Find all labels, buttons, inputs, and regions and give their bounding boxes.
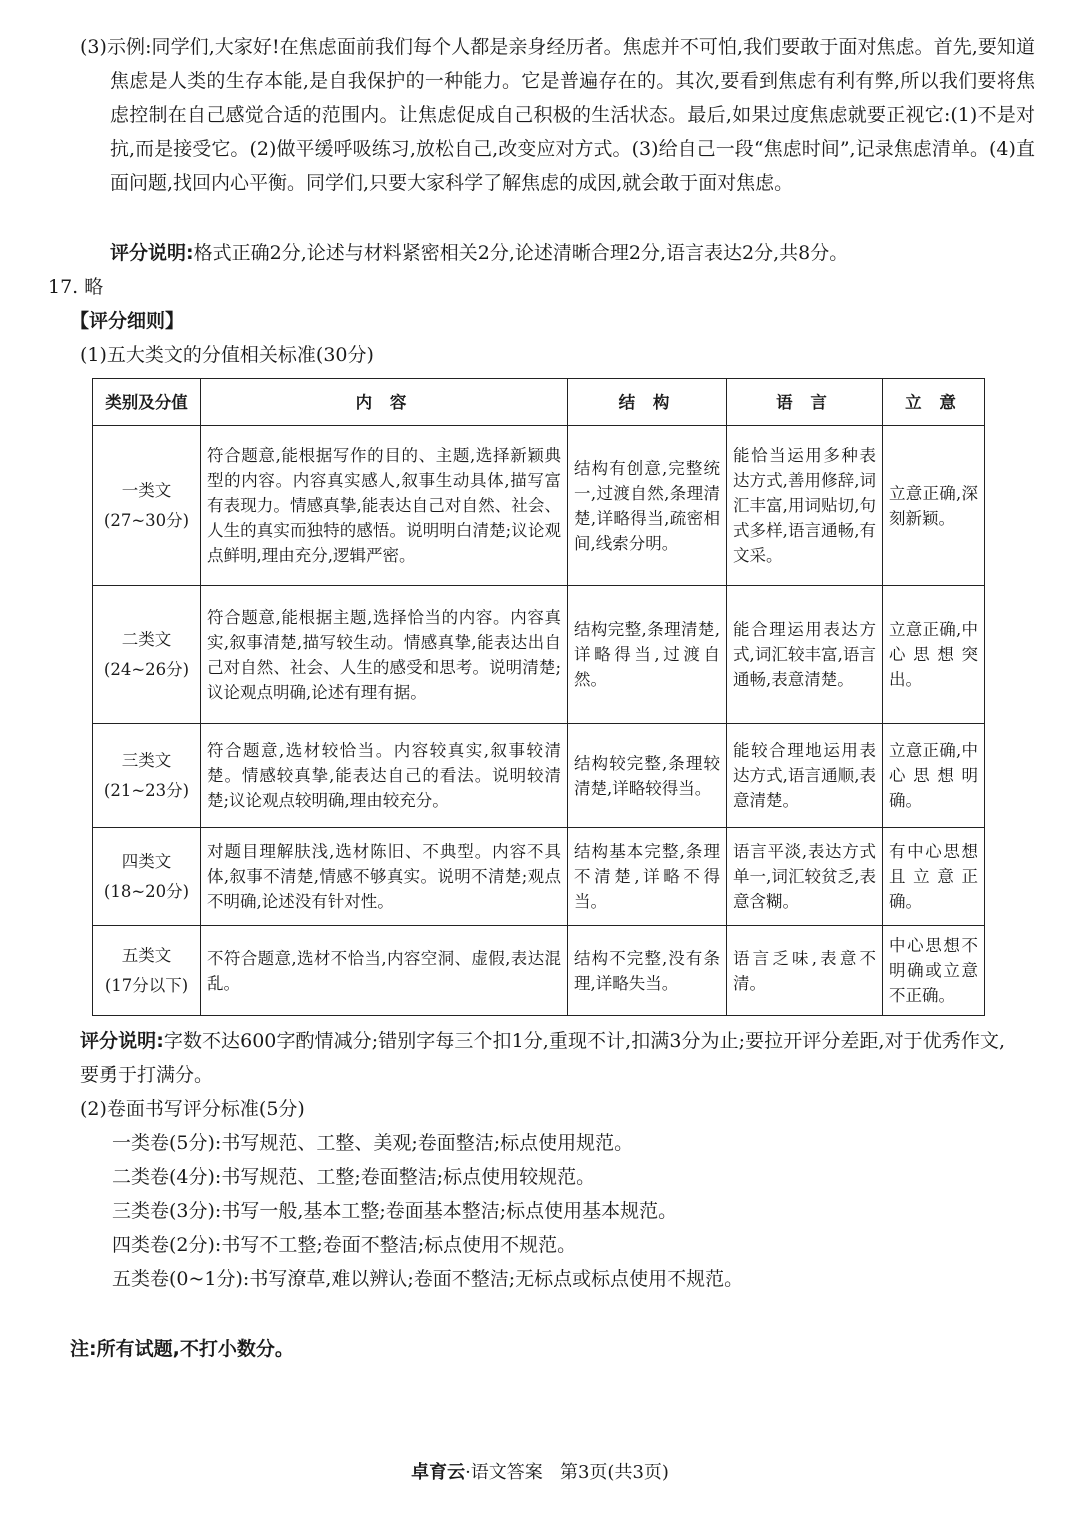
footer-brand: 卓育云 <box>411 1462 466 1483</box>
table-header-row <box>93 379 985 426</box>
scoring-text: 字数不达600字酌情减分;错别字每三个扣1分,重现不计,扣满3分为止;要拉开评分差距,对于优秀作文,要勇于打满分。 <box>80 1030 1005 1086</box>
scoring-label: 评分说明: <box>110 242 194 264</box>
language-cell: 语言乏味,表意不清。 <box>727 926 883 1016</box>
category-cell: 五类文 (17分以下) <box>93 926 201 1016</box>
page-footer <box>0 1458 1080 1484</box>
structure-cell: 结构基本完整,条理不清楚,详略不得当。 <box>568 828 727 926</box>
language-cell: 能恰当运用多种表达方式,善用修辞,词汇丰富,用词贴切,句式多样,语言通畅,有文采。 <box>727 426 883 586</box>
footer-page-info: ·语文答案 第3页(共3页) <box>465 1462 669 1483</box>
header-theme: 立 意 <box>883 379 985 426</box>
theme-cell: 立意正确,中心思想突出。 <box>883 586 985 724</box>
header-content: 内 容 <box>201 379 568 426</box>
structure-cell: 结构有创意,完整统一,过渡自然,条理清楚,详略得当,疏密相间,线索分明。 <box>568 426 727 586</box>
answer-16-3: (3)示例:同学们,大家好!在焦虑面前我们每个人都是亲身经历者。焦虑并不可怕,我们要敢于面对焦虑。首先,要知道焦虑是人类的生存本能,是自我保护的一种能力。它是普遍存在的。其次,要看到焦虑有利有弊,所以我们要将焦虑控制在自己感觉合适的范围内。让焦虑促成自己积极的生活状态。最后,如果过度焦虑就要正视它:(1)不是对抗,而是接受它。(2)做平缓呼吸练习,放松自己,改变应对方式。(3)给自己一段“焦虑时间”,记录焦虑清单。(4)直面问题,找回内心平衡。同学们,只要大家科学了解焦虑的成因,就会敢于面对焦虑。 <box>80 36 1035 194</box>
list-item: 五类卷(0~1分):书写潦草,难以辨认;卷面不整洁;无标点或标点使用不规范。 <box>112 1268 744 1290</box>
part1-title: (1)五大类文的分值相关标准(30分) <box>80 344 374 366</box>
structure-cell: 结构完整,条理清楚,详略得当,过渡自然。 <box>568 586 727 724</box>
theme-cell: 立意正确,深刻新颖。 <box>883 426 985 586</box>
language-cell: 能合理运用表达方式,词汇较丰富,语言通畅,表意清楚。 <box>727 586 883 724</box>
list-item: 二类卷(4分):书写规范、工整;卷面整洁;标点使用较规范。 <box>112 1166 596 1188</box>
question-17-number: 17. 略 <box>48 276 104 298</box>
content-cell: 符合题意,选材较恰当。内容较真实,叙事较清楚。情感较真挚,能表达自己的看法。说明较清楚;议论观点较明确,理由较充分。 <box>201 724 568 828</box>
scoring-note-16 <box>110 236 1005 270</box>
scoring-label: 评分说明: <box>80 1030 164 1052</box>
category-cell: 四类文 (18~20分) <box>93 828 201 926</box>
language-cell: 语言平淡,表达方式单一,词汇较贫乏,表意含糊。 <box>727 828 883 926</box>
category-cell: 一类文 (27~30分) <box>93 426 201 586</box>
theme-cell: 立意正确,中心思想明确。 <box>883 724 985 828</box>
rules-heading: 【评分细则】 <box>70 310 185 332</box>
table-row <box>93 724 985 828</box>
table-row <box>93 828 985 926</box>
content-cell: 符合题意,能根据主题,选择恰当的内容。内容真实,叙事清楚,描写较生动。情感真挚,能表达出自己对自然、社会、人生的感受和思考。说明清楚;议论观点明确,论述有理有据。 <box>201 586 568 724</box>
list-item: 三类卷(3分):书写一般,基本工整;卷面基本整洁;标点使用基本规范。 <box>112 1200 678 1222</box>
category-cell: 二类文 (24~26分) <box>93 586 201 724</box>
grading-table <box>92 378 985 1016</box>
content-cell: 符合题意,能根据写作的目的、主题,选择新颖典型的内容。内容真实感人,叙事生动具体,描写富有表现力。情感真挚,能表达自己对自然、社会、人生的真实而独特的感悟。说明明白清楚;议论观点鲜明,理由充分,逻辑严密。 <box>201 426 568 586</box>
header-category: 类别及分值 <box>93 379 201 426</box>
header-language: 语 言 <box>727 379 883 426</box>
table-row <box>93 926 985 1016</box>
scoring-note-17 <box>80 1024 1005 1092</box>
theme-cell: 中心思想不明确或立意不正确。 <box>883 926 985 1016</box>
table-row <box>93 586 985 724</box>
structure-cell: 结构不完整,没有条理,详略失当。 <box>568 926 727 1016</box>
content-cell: 不符合题意,选材不恰当,内容空洞、虚假,表达混乱。 <box>201 926 568 1016</box>
table-row <box>93 426 985 586</box>
language-cell: 能较合理地运用表达方式,语言通顺,表意清楚。 <box>727 724 883 828</box>
scoring-text: 格式正确2分,论述与材料紧密相关2分,论述清晰合理2分,语言表达2分,共8分。 <box>193 242 849 264</box>
theme-cell: 有中心思想且立意正确。 <box>883 828 985 926</box>
list-item: 四类卷(2分):书写不工整;卷面不整洁;标点使用不规范。 <box>112 1234 577 1256</box>
structure-cell: 结构较完整,条理较清楚,详略较得当。 <box>568 724 727 828</box>
content-cell: 对题目理解肤浅,选材陈旧、不典型。内容不具体,叙事不清楚,情感不够真实。说明不清楚;观点不明确,论述没有针对性。 <box>201 828 568 926</box>
note: 注:所有试题,不打小数分。 <box>70 1338 294 1360</box>
list-item: 一类卷(5分):书写规范、工整、美观;卷面整洁;标点使用规范。 <box>112 1132 634 1154</box>
header-structure: 结 构 <box>568 379 727 426</box>
part2-title: (2)卷面书写评分标准(5分) <box>80 1098 305 1120</box>
category-cell: 三类文 (21~23分) <box>93 724 201 828</box>
